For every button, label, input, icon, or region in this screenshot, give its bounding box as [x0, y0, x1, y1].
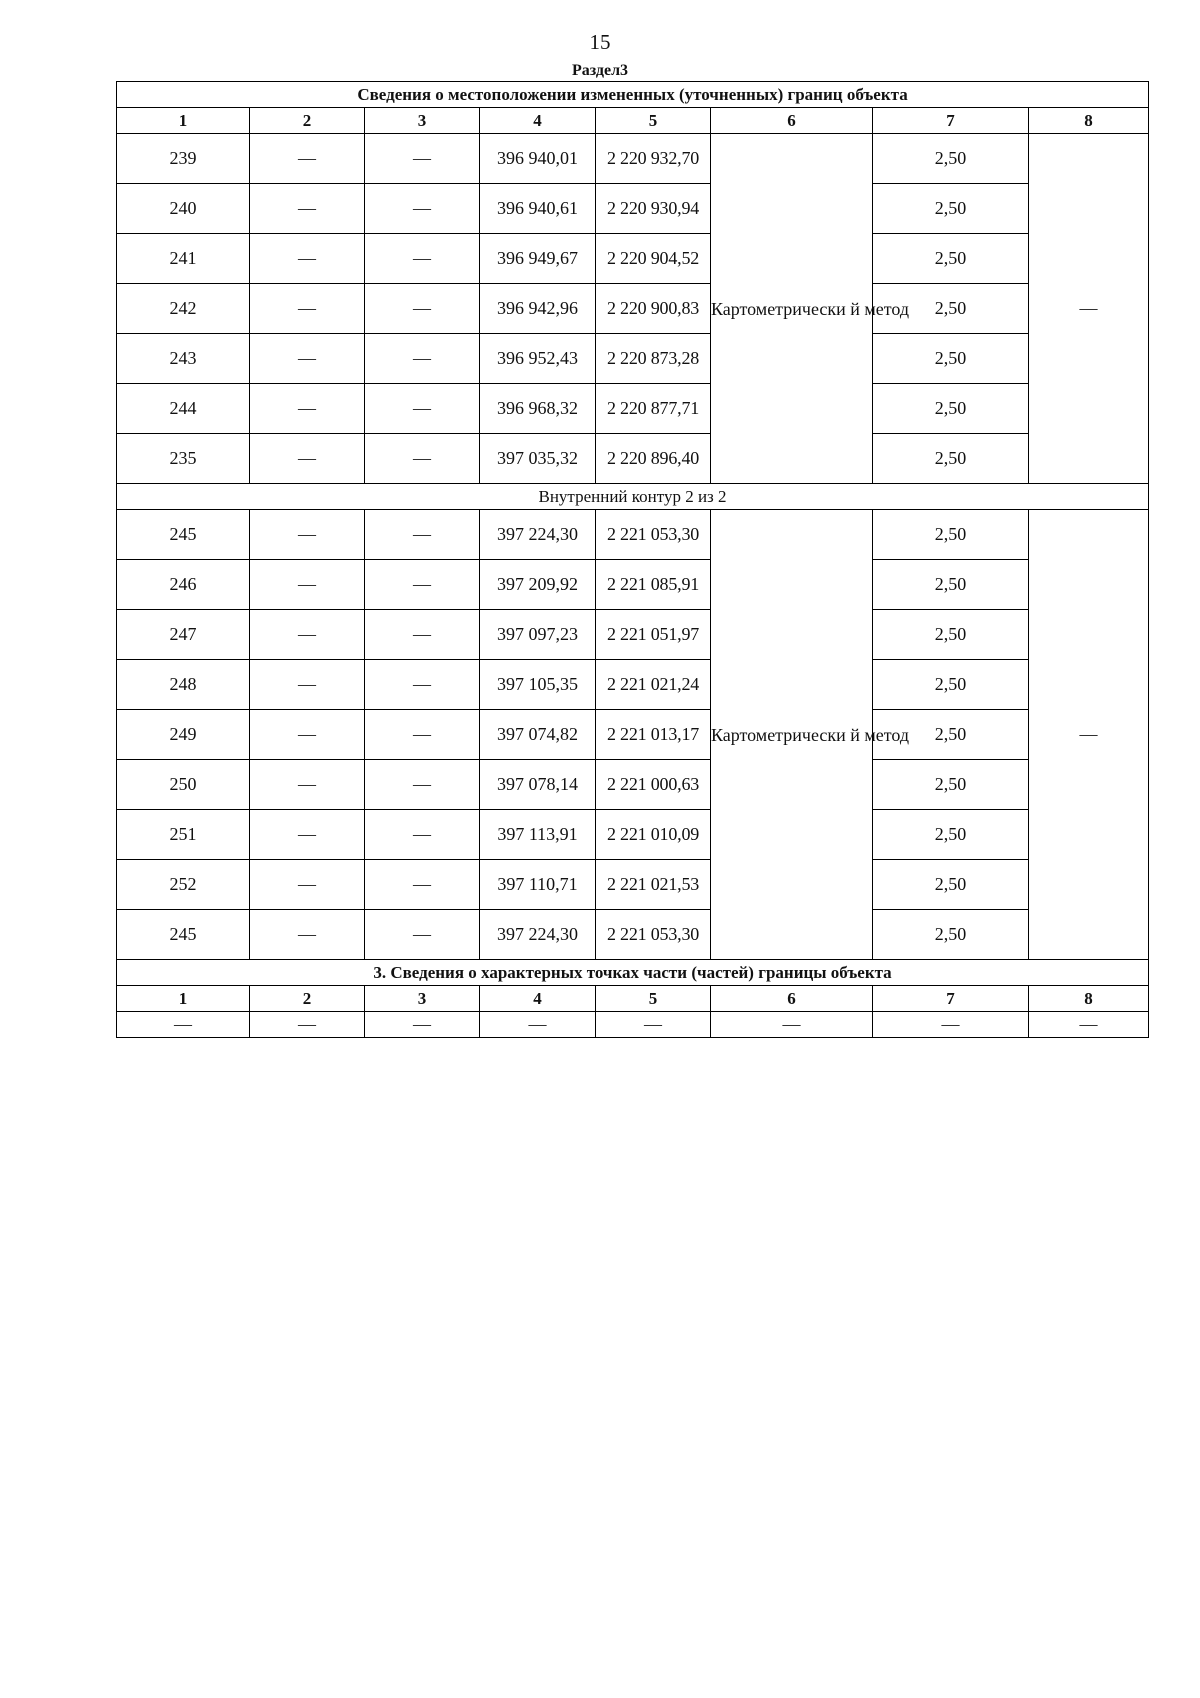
coordinate-x-cell: 396 940,61	[480, 184, 596, 234]
accuracy-cell: 2,50	[873, 184, 1029, 234]
section3-empty-row	[117, 1012, 1149, 1038]
coordinate-y-cell: 2 220 904,52	[596, 234, 711, 284]
table-row	[117, 234, 1149, 284]
column-number: 6	[711, 986, 873, 1012]
accuracy-cell: 2,50	[873, 860, 1029, 910]
coordinate-x-cell: 396 942,96	[480, 284, 596, 334]
coordinate-y-cell: 2 221 053,30	[596, 910, 711, 960]
dash-cell: —	[250, 510, 365, 560]
table-row	[117, 510, 1149, 560]
coordinate-x-cell: 397 110,71	[480, 860, 596, 910]
table-title-row	[117, 82, 1149, 108]
dash-cell: —	[250, 910, 365, 960]
column-number: 1	[117, 108, 250, 134]
dash-cell: —	[117, 1012, 250, 1038]
table-row	[117, 184, 1149, 234]
table-row	[117, 384, 1149, 434]
dash-cell: —	[711, 1012, 873, 1038]
dash-cell: —	[365, 334, 480, 384]
dash-cell: —	[480, 1012, 596, 1038]
coordinate-y-cell: 2 221 085,91	[596, 560, 711, 610]
dash-cell: —	[1029, 1012, 1149, 1038]
coordinate-x-cell: 396 949,67	[480, 234, 596, 284]
accuracy-cell: 2,50	[873, 234, 1029, 284]
column-number: 2	[250, 986, 365, 1012]
dash-cell: —	[365, 910, 480, 960]
table-row	[117, 284, 1149, 334]
coordinate-y-cell: 2 220 932,70	[596, 134, 711, 184]
coordinate-y-cell: 2 221 051,97	[596, 610, 711, 660]
dash-cell: —	[873, 1012, 1029, 1038]
coordinate-y-cell: 2 220 900,83	[596, 284, 711, 334]
table-body	[117, 82, 1149, 1038]
accuracy-cell: 2,50	[873, 284, 1029, 334]
dash-cell: —	[250, 610, 365, 660]
column-number: 5	[596, 986, 711, 1012]
description-dash-cell: —	[1029, 134, 1149, 484]
dash-cell: —	[365, 384, 480, 434]
coordinate-x-cell: 396 952,43	[480, 334, 596, 384]
coordinate-y-cell: 2 221 000,63	[596, 760, 711, 810]
coordinate-x-cell: 397 209,92	[480, 560, 596, 610]
coordinate-y-cell: 2 220 873,28	[596, 334, 711, 384]
description-dash-cell: —	[1029, 510, 1149, 960]
point-number-cell: 243	[117, 334, 250, 384]
column-number: 8	[1029, 986, 1149, 1012]
accuracy-cell: 2,50	[873, 384, 1029, 434]
contour-label: Внутренний контур 2 из 2	[117, 484, 1149, 510]
page-number: 15	[589, 30, 611, 54]
accuracy-cell: 2,50	[873, 610, 1029, 660]
point-number-cell: 246	[117, 560, 250, 610]
accuracy-cell: 2,50	[873, 434, 1029, 484]
dash-cell: —	[250, 810, 365, 860]
dash-cell: —	[365, 284, 480, 334]
dash-cell: —	[365, 860, 480, 910]
dash-cell: —	[596, 1012, 711, 1038]
coordinate-y-cell: 2 221 021,53	[596, 860, 711, 910]
column-number: 6	[711, 108, 873, 134]
dash-cell: —	[250, 660, 365, 710]
coordinate-x-cell: 397 078,14	[480, 760, 596, 810]
accuracy-cell: 2,50	[873, 710, 1029, 760]
dash-cell: —	[365, 560, 480, 610]
column-number: 8	[1029, 108, 1149, 134]
coordinate-x-cell: 396 968,32	[480, 384, 596, 434]
point-number-cell: 245	[117, 910, 250, 960]
table-row	[117, 710, 1149, 760]
coordinate-x-cell: 397 224,30	[480, 910, 596, 960]
method-cell: Картометрически й метод	[711, 510, 873, 960]
dash-cell: —	[365, 660, 480, 710]
point-number-cell: 239	[117, 134, 250, 184]
accuracy-cell: 2,50	[873, 560, 1029, 610]
column-number: 7	[873, 108, 1029, 134]
accuracy-cell: 2,50	[873, 810, 1029, 860]
coordinate-y-cell: 2 221 013,17	[596, 710, 711, 760]
coordinate-y-cell: 2 220 896,40	[596, 434, 711, 484]
contour-label-row	[117, 484, 1149, 510]
coordinate-x-cell: 397 224,30	[480, 510, 596, 560]
dash-cell: —	[365, 810, 480, 860]
coordinate-x-cell: 397 074,82	[480, 710, 596, 760]
dash-cell: —	[250, 234, 365, 284]
point-number-cell: 235	[117, 434, 250, 484]
column-number: 4	[480, 108, 596, 134]
dash-cell: —	[250, 760, 365, 810]
accuracy-cell: 2,50	[873, 510, 1029, 560]
accuracy-cell: 2,50	[873, 134, 1029, 184]
dash-cell: —	[365, 134, 480, 184]
dash-cell: —	[250, 560, 365, 610]
section3-column-number-row	[117, 986, 1149, 1012]
dash-cell: —	[250, 1012, 365, 1038]
coordinate-x-cell: 397 113,91	[480, 810, 596, 860]
section3-title: 3. Сведения о характерных точках части (частей) границы объекта	[117, 960, 1149, 986]
coordinate-y-cell: 2 221 010,09	[596, 810, 711, 860]
dash-cell: —	[250, 434, 365, 484]
method-cell: Картометрически й метод	[711, 134, 873, 484]
dash-cell: —	[250, 284, 365, 334]
table-title: Сведения о местоположении измененных (уточненных) границ объекта	[117, 82, 1149, 108]
dash-cell: —	[365, 1012, 480, 1038]
column-number: 7	[873, 986, 1029, 1012]
table-row	[117, 760, 1149, 810]
boundary-table	[116, 81, 1149, 1038]
dash-cell: —	[365, 610, 480, 660]
dash-cell: —	[365, 710, 480, 760]
coordinate-x-cell: 396 940,01	[480, 134, 596, 184]
column-number: 1	[117, 986, 250, 1012]
point-number-cell: 252	[117, 860, 250, 910]
dash-cell: —	[250, 860, 365, 910]
point-number-cell: 241	[117, 234, 250, 284]
table-row	[117, 810, 1149, 860]
column-number: 3	[365, 986, 480, 1012]
table-row	[117, 134, 1149, 184]
column-number-row	[117, 108, 1149, 134]
accuracy-cell: 2,50	[873, 910, 1029, 960]
coordinate-x-cell: 397 035,32	[480, 434, 596, 484]
dash-cell: —	[365, 510, 480, 560]
point-number-cell: 248	[117, 660, 250, 710]
dash-cell: —	[250, 710, 365, 760]
coordinate-y-cell: 2 220 930,94	[596, 184, 711, 234]
table-row	[117, 560, 1149, 610]
section-label: Раздел3	[571, 62, 629, 79]
column-number: 4	[480, 986, 596, 1012]
coordinate-x-cell: 397 097,23	[480, 610, 596, 660]
coordinate-x-cell: 397 105,35	[480, 660, 596, 710]
table-row	[117, 334, 1149, 384]
dash-cell: —	[250, 184, 365, 234]
table-row	[117, 610, 1149, 660]
accuracy-cell: 2,50	[873, 760, 1029, 810]
dash-cell: —	[250, 384, 365, 434]
table-row	[117, 660, 1149, 710]
column-number: 5	[596, 108, 711, 134]
table-row	[117, 910, 1149, 960]
table-row	[117, 860, 1149, 910]
dash-cell: —	[250, 334, 365, 384]
point-number-cell: 251	[117, 810, 250, 860]
dash-cell: —	[365, 760, 480, 810]
accuracy-cell: 2,50	[873, 660, 1029, 710]
point-number-cell: 250	[117, 760, 250, 810]
point-number-cell: 247	[117, 610, 250, 660]
accuracy-cell: 2,50	[873, 334, 1029, 384]
coordinate-y-cell: 2 220 877,71	[596, 384, 711, 434]
point-number-cell: 245	[117, 510, 250, 560]
dash-cell: —	[250, 134, 365, 184]
point-number-cell: 240	[117, 184, 250, 234]
coordinate-y-cell: 2 221 053,30	[596, 510, 711, 560]
dash-cell: —	[365, 434, 480, 484]
point-number-cell: 244	[117, 384, 250, 434]
table-row	[117, 434, 1149, 484]
section3-title-row	[117, 960, 1149, 986]
point-number-cell: 249	[117, 710, 250, 760]
coordinate-y-cell: 2 221 021,24	[596, 660, 711, 710]
dash-cell: —	[365, 234, 480, 284]
column-number: 2	[250, 108, 365, 134]
column-number: 3	[365, 108, 480, 134]
dash-cell: —	[365, 184, 480, 234]
point-number-cell: 242	[117, 284, 250, 334]
